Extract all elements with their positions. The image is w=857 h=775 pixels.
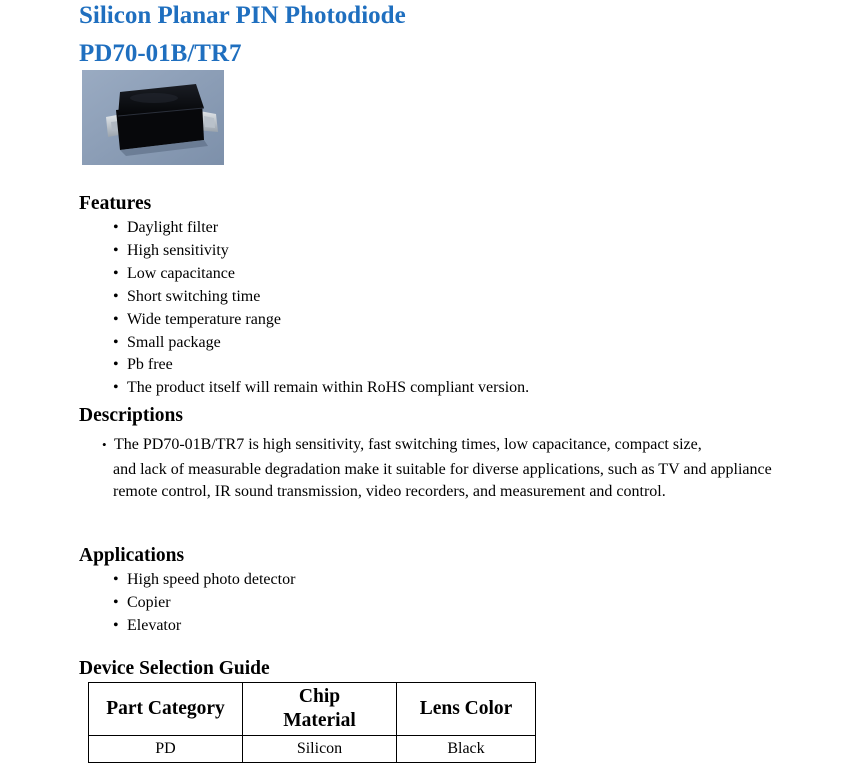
features-heading: Features (79, 193, 152, 214)
list-item: • The product itself will remain within RoHS compliant version. (113, 379, 530, 396)
table-header-row (89, 683, 536, 736)
features-list (113, 216, 529, 399)
list-item: • Short switching time (113, 288, 261, 305)
column-header: Part Category (89, 683, 243, 736)
table-cell: PD (89, 736, 243, 763)
list-item: • Small package (113, 334, 221, 351)
applications-list (113, 568, 295, 637)
document-title: Silicon Planar PIN Photodiode (79, 2, 406, 29)
list-item: • Wide temperature range (113, 311, 281, 328)
list-item: • Low capacitance (113, 265, 235, 282)
photodiode-package-photo (82, 70, 224, 165)
list-item: • High sensitivity (113, 242, 229, 259)
applications-heading: Applications (79, 545, 185, 566)
bullet-icon: • (102, 437, 107, 452)
list-item: • Pb free (113, 356, 173, 373)
column-header: Chip Material (243, 683, 397, 736)
list-item: • Elevator (113, 617, 182, 634)
descriptions-heading: Descriptions (79, 405, 183, 426)
device-selection-table (88, 682, 536, 763)
table-cell: Black (397, 736, 536, 763)
table-cell: Silicon (243, 736, 397, 763)
device-selection-guide-heading: Device Selection Guide (79, 658, 270, 679)
list-item: • Copier (113, 594, 171, 611)
column-header: Lens Color (397, 683, 536, 736)
part-number-title: PD70-01B/TR7 (79, 40, 242, 67)
description-body: and lack of measurable degradation make it suitable for diverse applications, such as TV and appliance remote control, IR sound transmission, video recorders, and measurement and control. (113, 461, 772, 500)
list-item: • High speed photo detector (113, 571, 296, 588)
table-row (89, 736, 536, 763)
description-paragraph (102, 431, 782, 502)
list-item: • Daylight filter (113, 219, 219, 236)
description-first-line: The PD70-01B/TR7 is high sensitivity, fast switching times, low capacitance, compact size, (114, 436, 702, 453)
